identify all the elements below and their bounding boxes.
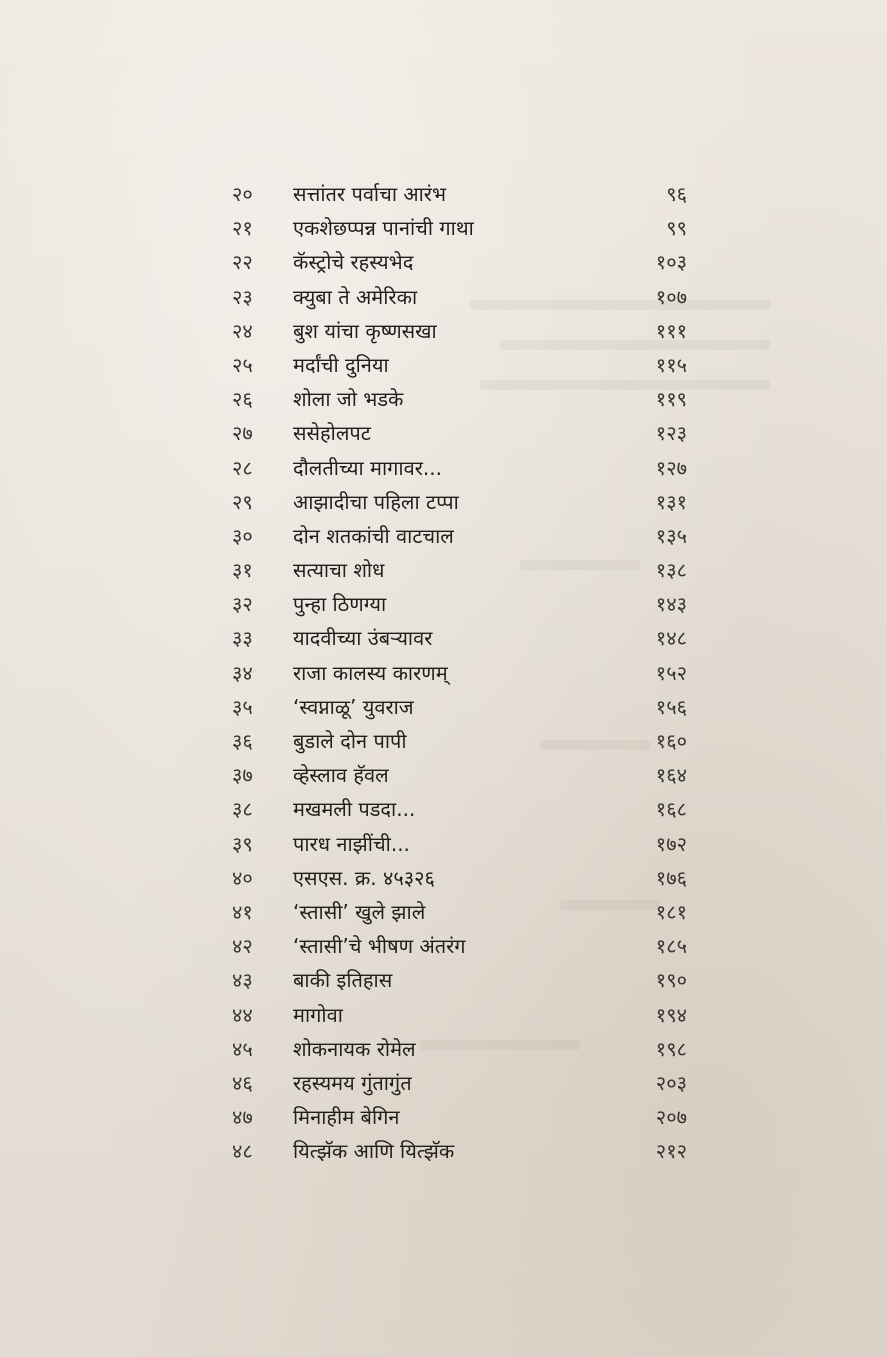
chapter-title: शोला जो भडके: [293, 387, 404, 412]
page-number: २१२: [655, 1139, 687, 1164]
chapter-title: ‘स्तासी’ खुले झाले: [293, 899, 426, 924]
toc-entry: [0, 1134, 887, 1168]
chapter-title: मखमली पडदा...: [293, 797, 416, 822]
chapter-title: बुश यांचा कृष्णसखा: [293, 318, 437, 343]
page-number: १७६: [655, 865, 687, 890]
chapter-title: व्हेस्लाव हॅवल: [293, 763, 389, 788]
chapter-title: यित्झॅक आणि यित्झॅक: [293, 1139, 455, 1164]
chapter-title: यादवीच्या उंबऱ्यावर: [293, 626, 433, 651]
chapter-number: ४७: [232, 1105, 253, 1130]
toc-entry: [0, 758, 887, 792]
page-number: १६८: [655, 797, 687, 822]
page-number: ९९: [666, 216, 687, 241]
chapter-title: आझादीचा पहिला टप्पा: [293, 489, 459, 514]
chapter-title: पुन्हा ठिणग्या: [293, 592, 387, 617]
page-number: २०७: [655, 1105, 687, 1130]
chapter-title: मिनाहीम बेगिन: [293, 1105, 400, 1130]
toc-entry: [0, 519, 887, 553]
page-number: १६०: [655, 729, 687, 753]
chapter-number: २४: [232, 318, 253, 343]
page-number: १९०: [655, 968, 687, 993]
page-number: १४८: [655, 626, 687, 651]
chapter-number: ३५: [232, 694, 253, 719]
toc-entry: [0, 1032, 887, 1066]
toc-entry: [0, 245, 887, 279]
page-number: १५६: [655, 694, 687, 719]
chapter-number: २९: [232, 489, 253, 514]
chapter-number: ३९: [232, 831, 253, 856]
chapter-number: ३६: [232, 729, 253, 753]
toc-entry: [0, 177, 887, 211]
chapter-title: मर्दांची दुनिया: [293, 352, 389, 377]
page-number: १२३: [655, 421, 687, 446]
page-number: १३८: [655, 558, 687, 583]
page-number: १८१: [655, 899, 687, 924]
chapter-number: ४८: [232, 1139, 253, 1164]
toc-entry: [0, 485, 887, 519]
chapter-title: क्युबा ते अमेरिका: [293, 284, 418, 309]
toc-entry: [0, 587, 887, 621]
chapter-title: ‘स्वप्नाळू’ युवराज: [293, 694, 414, 719]
table-of-contents: [0, 177, 887, 1168]
chapter-number: ३०: [232, 523, 253, 548]
chapter-title: पारध नाझींची...: [293, 831, 410, 856]
toc-entry: [0, 929, 887, 963]
chapter-number: २०: [232, 182, 253, 206]
toc-entry: [0, 382, 887, 416]
page-number: ९६: [666, 182, 687, 206]
page-number: १४३: [655, 592, 687, 617]
toc-entry: [0, 1100, 887, 1134]
toc-entry: [0, 621, 887, 655]
page-number: १९८: [655, 1036, 687, 1061]
toc-entry: [0, 690, 887, 724]
toc-entry: [0, 656, 887, 690]
chapter-title: रहस्यमय गुंतागुंत: [293, 1070, 412, 1095]
chapter-title: दौलतीच्या मागावर...: [293, 455, 442, 480]
page-number: ११५: [655, 352, 687, 377]
toc-entry: [0, 553, 887, 587]
page-number: १३१: [655, 489, 687, 514]
chapter-number: ४१: [232, 899, 253, 924]
chapter-title: ससेहोलपट: [293, 421, 371, 446]
page-number: १३५: [655, 523, 687, 548]
chapter-number: ३३: [232, 626, 253, 651]
chapter-number: ४२: [232, 934, 253, 959]
chapter-number: ३४: [232, 660, 253, 685]
chapter-title: बाकी इतिहास: [293, 968, 393, 993]
chapter-number: ३७: [232, 763, 253, 788]
chapter-title: ‘स्तासी’चे भीषण अंतरंग: [293, 934, 466, 959]
chapter-number: ३१: [232, 558, 253, 583]
toc-entry: [0, 451, 887, 485]
page-number: १०७: [655, 284, 687, 309]
chapter-number: ४५: [232, 1036, 253, 1061]
chapter-title: शोकनायक रोमेल: [293, 1036, 416, 1061]
page-number: १२७: [655, 455, 687, 480]
chapter-number: २३: [232, 284, 253, 309]
chapter-number: २७: [232, 421, 253, 446]
chapter-title: मागोवा: [293, 1002, 343, 1027]
chapter-number: ४०: [232, 865, 253, 890]
chapter-title: एकशेछप्पन्न पानांची गाथा: [293, 216, 474, 241]
chapter-title: बुडाले दोन पापी: [293, 729, 407, 753]
chapter-number: ४४: [232, 1002, 253, 1027]
page-number: १७२: [655, 831, 687, 856]
page-number: १५२: [655, 660, 687, 685]
toc-entry: [0, 211, 887, 245]
chapter-title: एसएस. क्र. ४५३२६: [293, 865, 435, 890]
page-number: १९४: [655, 1002, 687, 1027]
toc-entry: [0, 998, 887, 1032]
toc-entry: [0, 827, 887, 861]
toc-entry: [0, 861, 887, 895]
chapter-number: २८: [232, 455, 253, 480]
chapter-title: कॅस्ट्रोचे रहस्यभेद: [293, 250, 414, 275]
chapter-number: २२: [232, 250, 253, 275]
chapter-number: २१: [232, 216, 253, 241]
toc-entry: [0, 314, 887, 348]
page-number: २०३: [655, 1070, 687, 1095]
chapter-number: २५: [232, 352, 253, 377]
chapter-title: राजा कालस्य कारणम्: [293, 660, 448, 685]
page-number: ११९: [655, 387, 687, 412]
toc-entry: [0, 792, 887, 826]
page-number: १०३: [655, 250, 687, 275]
chapter-number: ४६: [232, 1070, 253, 1095]
chapter-number: ३८: [232, 797, 253, 822]
chapter-number: २६: [232, 387, 253, 412]
chapter-title: सत्तांतर पर्वाचा आरंभ: [293, 182, 447, 206]
toc-entry: [0, 348, 887, 382]
page-number: १११: [655, 318, 687, 343]
toc-entry: [0, 416, 887, 450]
toc-entry: [0, 963, 887, 997]
chapter-title: सत्याचा शोध: [293, 558, 385, 583]
toc-entry: [0, 724, 887, 758]
page-number: १८५: [655, 934, 687, 959]
toc-entry: [0, 280, 887, 314]
chapter-title: दोन शतकांची वाटचाल: [293, 523, 454, 548]
toc-entry: [0, 1066, 887, 1100]
chapter-number: ४३: [232, 968, 253, 993]
chapter-number: ३२: [232, 592, 253, 617]
toc-entry: [0, 895, 887, 929]
page-number: १६४: [655, 763, 687, 788]
